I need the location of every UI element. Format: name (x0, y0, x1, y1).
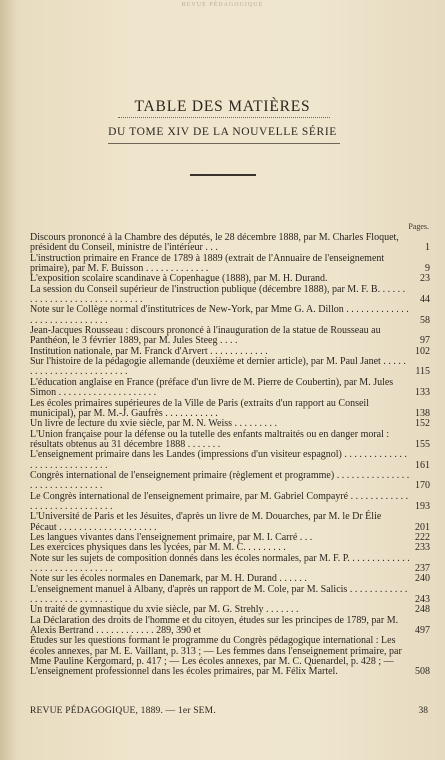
toc-entry-page: 102 (415, 345, 430, 357)
toc-entry (30, 233, 430, 254)
toc-entry-text: La session du Conseil supérieur de l'instruction publique (décembre 1888), par M. F. B. . . . . . . . . . . . . . . . . . . . . . . . . . . . . (30, 283, 406, 306)
center-divider (190, 174, 256, 176)
toc-entry-text: L'éducation anglaise en France (préface d'un livre de M. Pierre de Coubertin), par M. Jules Simon . . . . . . . . . . . . . . . . . . . . (30, 376, 394, 399)
toc-entry-text: Note sur les sujets de composition donnés dans les écoles normales, par M. F. P. . . . . . . . . . . . . . . . . . . . . . . . . . . . . . (30, 552, 410, 574)
toc-entry-page: 115 (415, 366, 430, 378)
pages-column-label: Pages. (408, 222, 429, 231)
toc-entries (30, 233, 430, 678)
toc-entry (30, 616, 430, 637)
toc-entry-page: 201 (415, 521, 430, 533)
running-head: REVUE PÉDAGOGIQUE (181, 2, 264, 8)
title-dotted-rule (118, 117, 330, 118)
toc-entry (30, 492, 430, 513)
subtitle-rule (108, 143, 340, 144)
toc-entry-text: Note sur les écoles normales en Danemark, par M. H. Durand . . . . . . (30, 573, 307, 585)
toc-entry (30, 254, 430, 275)
toc-entry-page: 170 (415, 480, 430, 492)
toc-entry-text: L'Université de Paris et les Jésuites, d'après un livre de M. Douarches, par M. le Dr Élie Pécaut . . . . . . . . . . . . . . . . . . . . (30, 511, 382, 533)
toc-entry (30, 378, 430, 399)
toc-entry-page: 97 (420, 335, 430, 347)
toc-entry (30, 305, 430, 326)
toc-entry-page: 248 (415, 604, 430, 616)
toc-entry (30, 450, 430, 471)
toc-entry-page: 508 (415, 666, 430, 678)
toc-entry-text: L'exposition scolaire scandinave à Copenhague (1888), par M. H. Durand. (30, 273, 328, 285)
toc-entry-text: Études sur les questions formant le programme du Congrès pédagogique international : Les écoles annexes, par M. E. Vaillant, p. 313 ; — Les femmes dans l'enseignement primaire, par Mme Pauline Kergomard, p. 417 ; — Les écoles annexes, par M. C. Quenardel, p. 428 ; — L'enseignement professionnel dans les écoles primaires, par M. Félix Martel. (30, 635, 402, 678)
toc-entry (30, 357, 430, 378)
toc-entry-page: 138 (415, 407, 430, 419)
toc-entry (30, 430, 430, 451)
toc-entry-text: Note sur le Collège normal d'institutrices de New-York, par Mme G. A. Dillon . . . . . . . . . . . . . . . . . . . . . . . . . . . . . (30, 304, 409, 326)
toc-entry-page: 155 (415, 438, 430, 450)
toc-entry-text: L'enseignement primaire dans les Landes (impressions d'un visiteur espagnol) . . . . . . . . . . . . . . . . . . . . . . . . . . . . . (30, 449, 407, 471)
toc-entry-page: 58 (420, 314, 430, 326)
toc-entry-page: 240 (415, 573, 430, 585)
toc-entry-page: 497 (415, 625, 430, 637)
page-subtitle: DU TOME XIV DE LA NOUVELLE SÉRIE (108, 126, 337, 138)
toc-entry-text: Un livre de lecture du xvie siècle, par M. N. Weiss . . . . . . . . . (30, 418, 278, 430)
toc-entry (30, 554, 430, 575)
toc-entry-text: Les écoles primaires supérieures de la Ville de Paris (extraits d'un rapport au Conseil municipal), par M. M.-J. Gaufrès . . . . . . . . . . . (30, 397, 369, 419)
toc-entry-page: 237 (415, 563, 430, 574)
toc-entry-text: Institution nationale, par M. Franck d'Arvert . . . . . . . . . . . . (30, 345, 268, 357)
toc-entry (30, 326, 430, 347)
toc-entry-text: Le Congrès international de l'enseignement primaire, par M. Gabriel Compayré . . . . . . . . . . . . . . . . . . . . . . . . . . . . . (30, 490, 409, 512)
toc-entry-page: 23 (420, 273, 430, 285)
toc-entry-page: 133 (415, 387, 430, 399)
toc-entry-text: Les langues vivantes dans l'enseignement primaire, par M. I. Carré . . . (30, 531, 313, 543)
page-footer (30, 706, 430, 716)
footer-journal: REVUE PÉDAGOGIQUE, 1889. — 1er SEM. (30, 706, 216, 716)
toc-entry (30, 285, 430, 306)
toc-entry-text: Sur l'histoire de la pédagogie allemande (deuxième et dernier article), par M. Paul Janet . . . . . . . . . . . . . . . . . . . . . . . . . (30, 356, 406, 378)
toc-entry-page: 161 (415, 459, 430, 471)
toc-entry-page: 222 (415, 531, 430, 543)
toc-entry-page: 152 (415, 418, 430, 430)
toc-entry-page: 243 (415, 594, 430, 606)
toc-entry-text: Un traité de gymnastique du xvie siècle, par M. G. Strehly . . . . . . . (30, 604, 299, 616)
toc-entry (30, 585, 430, 606)
toc-entry (30, 399, 430, 420)
toc-entry-page: 233 (415, 542, 430, 554)
toc-entry-page: 9 (425, 263, 430, 275)
toc-entry-page: 44 (420, 294, 430, 306)
toc-entry (30, 471, 430, 492)
toc-entry-text: Les exercices physiques dans les lycées, par M. M. C. . . . . . . . . (30, 542, 286, 554)
toc-entry-text: L'instruction primaire en France de 1789 à 1889 (extrait de l'Annuaire de l'enseignement primaire), par M. F. Buisson . . . . . . . . . . . . . (30, 252, 385, 275)
toc-entry-text: Jean-Jacques Rousseau : discours prononcé à l'inauguration de la statue de Rousseau au Panthéon, le 3 février 1889, par M. Jules Steeg . . . . (30, 325, 381, 347)
toc-entry-text: L'enseignement manuel à Albany, d'après un rapport de M. Cole, par M. Salicis . . . . . . . . . . . . . . . . . . . . . . . . . . . . . (30, 583, 408, 606)
toc-entry-page: 1 (425, 242, 430, 254)
toc-entry-page: 193 (415, 500, 430, 512)
footer-signature-number: 38 (418, 706, 428, 716)
toc-entry-text: Discours prononcé à la Chambre des députés, le 28 décembre 1888, par M. Charles Floquet, président du Conseil, ministre de l'intérieur . . . (30, 232, 399, 254)
toc-entry (30, 512, 430, 533)
toc-entry (30, 636, 430, 677)
toc-entry-text: Congrès international de l'enseignement primaire (règlement et programme) . . . . . . . . . . . . . . . . . . . . . . . . . . . . . . (30, 469, 410, 492)
toc-entry-text: La Déclaration des droits de l'homme et du citoyen, études sur les principes de 1789, par M. Alexis Bertrand . . . . . . . . . . . . 289, 390 et (30, 614, 399, 637)
page-title: TABLE DES MATIÈRES (134, 98, 311, 115)
toc-entry-text: L'Union française pour la défense ou la tutelle des enfants maltraités ou en danger moral : résultats obtenus au 31 décembre 1888 . . . . . . . (30, 428, 390, 450)
